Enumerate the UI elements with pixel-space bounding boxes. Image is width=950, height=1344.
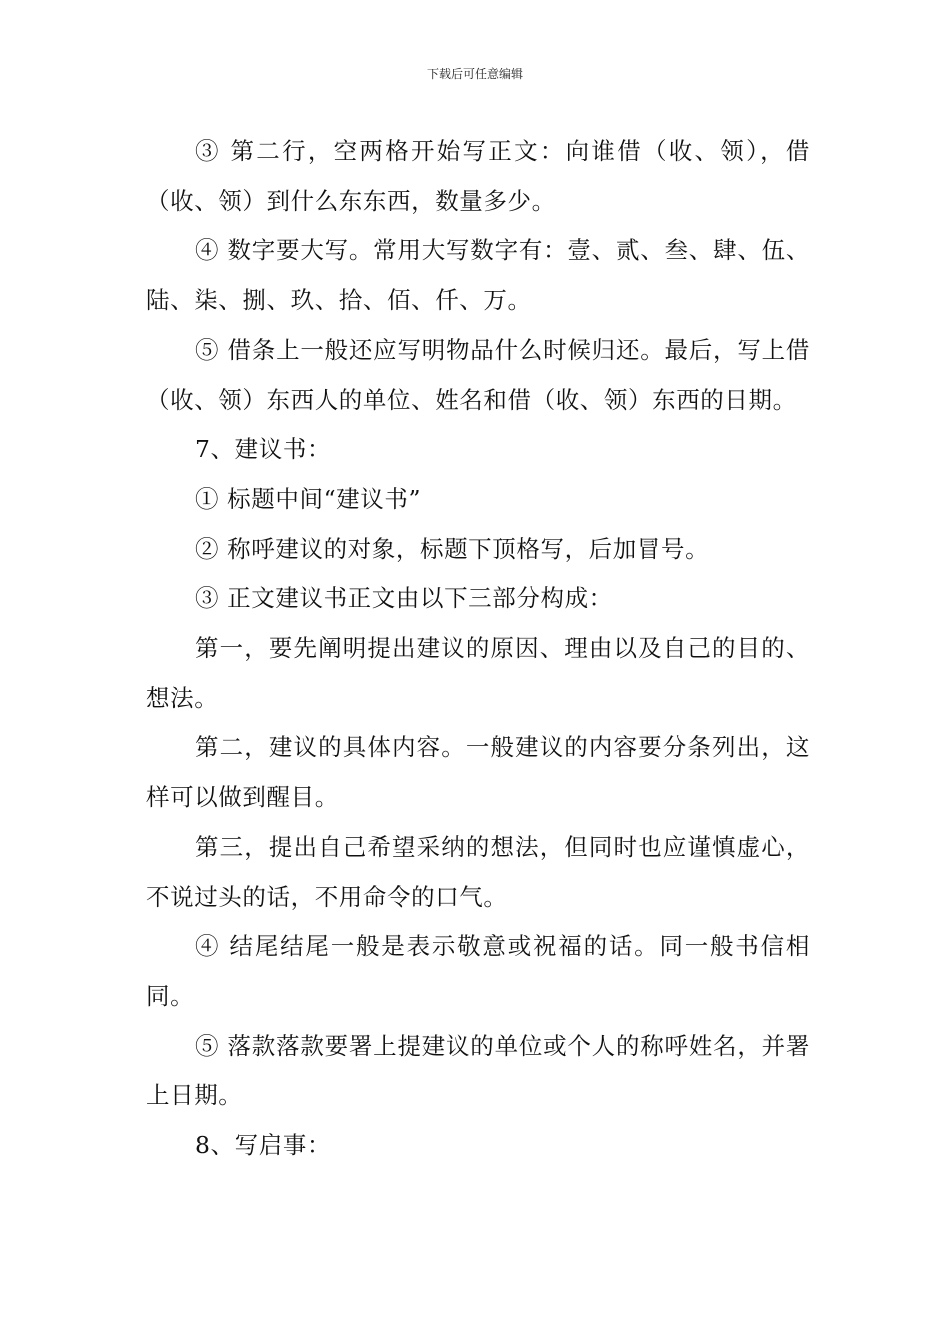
paragraph-borrow-line-two: ③ 第二行，空两格开始写正文：向谁借（收、领），借（收、领）到什么东东西，数量多少。 [146,137,810,215]
section-heading-proposal: 7、建议书： [195,435,332,464]
paragraph-part-one: 第一，要先阐明提出建议的原因、理由以及自己的目的、想法。 [146,634,810,712]
paragraph-proposal-title: ① 标题中间“建议书” [195,484,422,513]
paragraph-signature: ⑤ 落款落款要署上提建议的单位或个人的称呼姓名，并署上日期。 [146,1031,810,1110]
paragraph-part-two: 第二，建议的具体内容。一般建议的内容要分条列出，这样可以做到醒目。 [146,733,810,812]
paragraph-closing: ④ 结尾结尾一般是表示敬意或祝福的话。同一般书信相同。 [146,932,810,1010]
document-body [146,127,810,1171]
paragraph-return-date: ⑤ 借条上一般还应写明物品什么时候归还。最后，写上借（收、领）东西人的单位、姓名和借（收、领）东西的日期。 [146,335,810,414]
page-header: 下载后可任意编辑 [426,67,523,81]
paragraph-uppercase-numbers: ④ 数字要大写。常用大写数字有：壹、贰、叁、肆、伍、陆、柒、捌、玖、拾、佰、仟、万。 [146,236,810,315]
paragraph-proposal-salutation: ② 称呼建议的对象，标题下顶格写，后加冒号。 [195,534,710,563]
paragraph-proposal-body: ③ 正文建议书正文由以下三部分构成： [195,584,613,613]
section-heading-notice: 8、写启事： [195,1131,332,1160]
paragraph-part-three: 第三，提出自己希望采纳的想法，但同时也应谨慎虚心，不说过头的话，不用命令的口气。 [146,832,810,911]
